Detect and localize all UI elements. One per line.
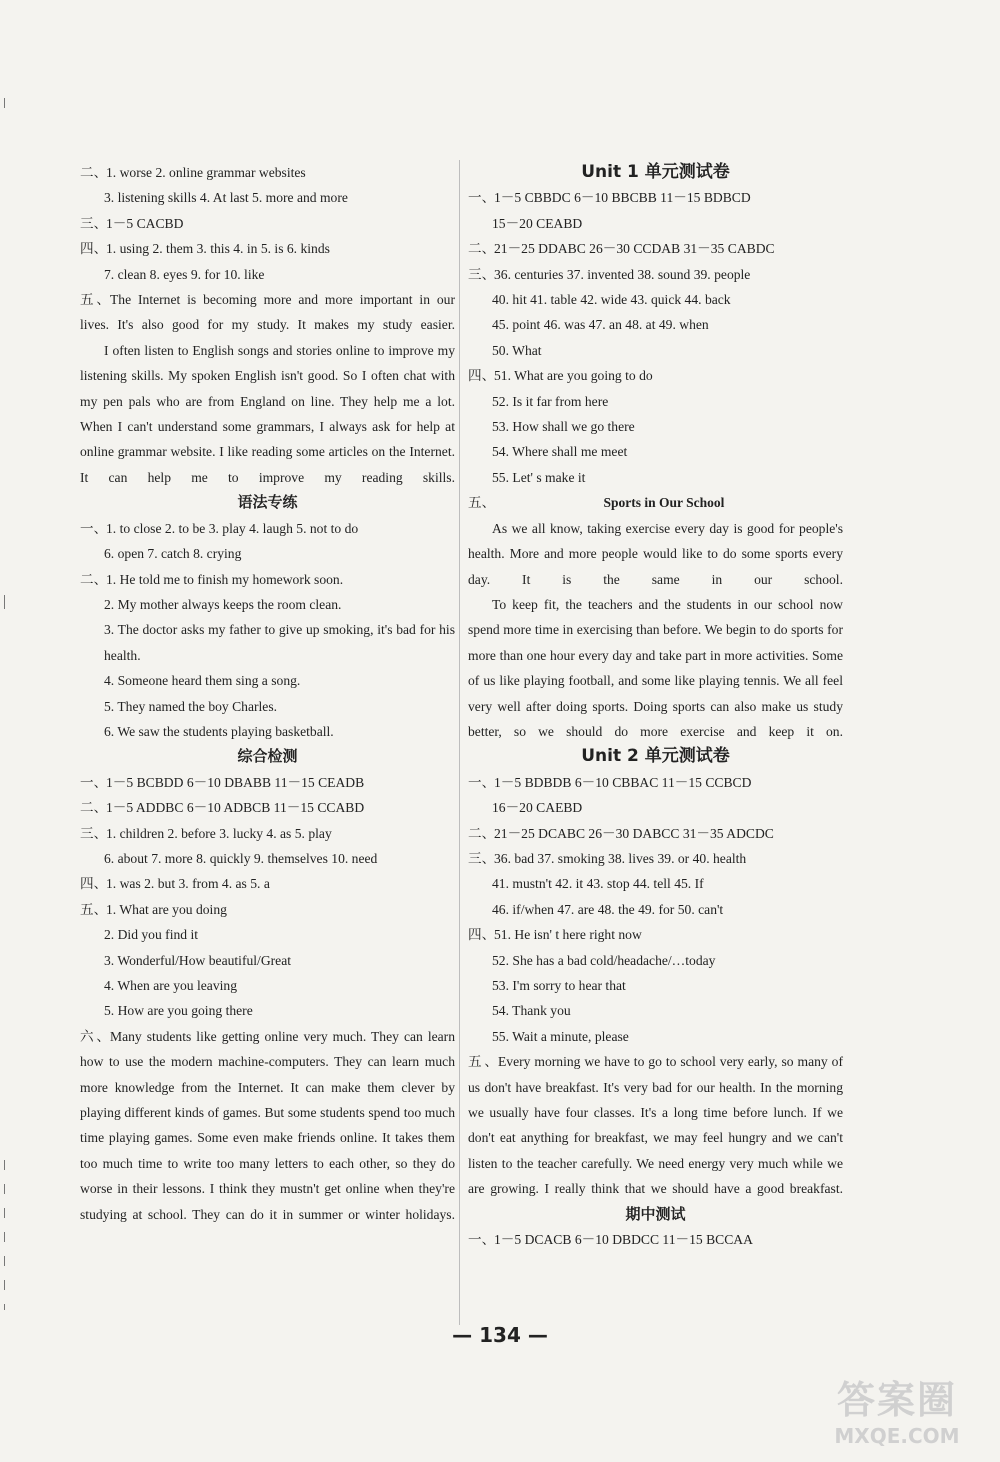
answer-text: 50. What (492, 342, 542, 358)
answer-line (468, 1024, 843, 1049)
answer-text: 45. point 46. was 47. an 48. at 49. when (492, 317, 709, 333)
answer-text: 36. centuries 37. invented 38. sound 39. people (494, 266, 751, 282)
answer-line (80, 211, 455, 236)
answer-text: 1－5 ADDBC 6－10 ADBCB 11－15 CCABD (106, 800, 365, 816)
watermark-text: 答案圈 (836, 1378, 957, 1422)
answer-line (468, 414, 843, 439)
answer-line (80, 160, 455, 185)
answer-text: 21－25 DCABC 26－30 DABCC 31－35 ADCDC (494, 825, 774, 841)
answer-text: 15－20 CEABD (492, 215, 583, 231)
answer-text: 1－5 BCBDD 6－10 DBABB 11－15 CEADB (106, 774, 365, 790)
answer-text: 40. hit 41. table 42. wide 43. quick 44. back (492, 292, 731, 308)
answer-line (468, 262, 843, 287)
answer-text: 2. My mother always keeps the room clean. (104, 596, 342, 612)
answer-line (80, 897, 455, 922)
answer-text: 3. listening skills 4. At last 5. more and more (104, 190, 348, 206)
answer-text: 55. Wait a minute, please (492, 1028, 629, 1044)
answer-text: 36. bad 37. smoking 38. lives 39. or 40. health (494, 850, 747, 866)
answer-line (468, 236, 843, 261)
question-label: 二、 (80, 165, 108, 180)
question-label: 三、 (468, 850, 496, 866)
binding-mark (4, 98, 5, 108)
answer-line (468, 439, 843, 464)
essay-title-line (468, 490, 843, 515)
answer-text: 53. I'm sorry to hear that (492, 978, 626, 993)
answer-line (80, 770, 455, 795)
answer-text: 52. She has a bad cold/headache/…today (492, 952, 716, 968)
answer-line (468, 389, 843, 414)
answer-text: 1. was 2. but 3. from 4. as 5. a (106, 876, 270, 892)
answer-line (80, 185, 455, 210)
question-label: 一、 (468, 774, 496, 790)
question-label: 二、 (80, 800, 108, 816)
binding-mark (4, 1160, 5, 1310)
answer-line (468, 185, 843, 210)
question-label: 三、 (80, 215, 108, 231)
answer-line (80, 236, 455, 261)
question-label: 五、 (468, 495, 496, 511)
paragraph-text: The Internet is becoming more and more important in our lives. It's also good for my study. It makes my study easier. (80, 292, 455, 333)
answer-line (80, 719, 455, 744)
question-label: 四、 (80, 241, 108, 257)
answer-line (468, 871, 843, 896)
answer-text: 1. using 2. them 3. this 4. in 5. is 6. kinds (106, 241, 330, 257)
answer-line (80, 516, 455, 541)
answer-paragraph (80, 617, 455, 668)
answer-text: 5. They named the boy Charles. (104, 698, 278, 714)
question-label: 一、 (468, 1232, 496, 1248)
binding-mark (4, 595, 5, 609)
paragraph-text: As we all know, taking exercise every day is good for people's health. More and more people would like to do some sports every day. It is the same in our school. (468, 520, 843, 587)
answer-text: 41. mustn't 42. it 43. stop 44. tell 45. If (492, 876, 704, 892)
answer-text: 1. children 2. before 3. lucky 4. as 5. play (106, 825, 332, 841)
answer-text: 1－5 BDBDB 6－10 CBBAC 11－15 CCBCD (494, 774, 752, 790)
answer-text: 1－5 CBBDC 6－10 BBCBB 11－15 BDBCD (494, 190, 751, 206)
answer-line (468, 338, 843, 363)
answer-line (468, 312, 843, 337)
answer-line (80, 592, 455, 617)
answer-paragraph (80, 1024, 455, 1227)
question-label: 一、 (468, 190, 496, 206)
answer-line (80, 998, 455, 1023)
answer-line (468, 973, 843, 998)
paragraph-text: 3. The doctor asks my father to give up smoking, it's bad for his health. (104, 622, 455, 663)
answer-text: 54. Where shall me meet (492, 444, 628, 460)
paragraph-text: Every morning we have to go to school very early, so many of us don't have breakfast. It's very bad for our health. In the morning we usually have four classes. It's a long time before lunch. If we don't eat anything for breakfast, we may feel hungry and we can't listen to the teacher carefully. We need energy very much while we are growing. I really think that we should have a good breakfast. (468, 1054, 843, 1197)
answer-line (468, 922, 843, 947)
answer-paragraph (468, 1049, 843, 1201)
answer-text: 1. He told me to finish my homework soon. (106, 571, 344, 587)
answer-text: 5. How are you going there (104, 1003, 253, 1019)
answer-text: 21－25 DDABC 26－30 CCDAB 31－35 CABDC (494, 241, 775, 257)
answer-text: 52. Is it far from here (492, 393, 609, 409)
answer-text: 1. What are you doing (106, 901, 227, 917)
answer-line (80, 948, 455, 973)
question-label: 四、 (468, 927, 496, 943)
watermark-url: MXQE.COM (834, 1424, 960, 1448)
section-heading: 综合检测 (237, 747, 298, 766)
question-label: 五、 (80, 901, 108, 917)
paragraph-text: Many students like getting online very much. They can learn how to use the modern machine-computers. They can learn much more knowledge from the Internet. It can make them clever by playing different kinds of games. But some students spend too much time playing games. Some even make friends online. It takes them too much time to write too many letters to each other, so they do worse in their lessons. I think they mustn't get online when they're studying at school. They can do it in summer or winter holidays. (80, 1028, 455, 1222)
answer-line (80, 567, 455, 592)
answer-text: 51. What are you going to do (494, 368, 653, 384)
section-heading: Unit 2 单元测试卷 (581, 746, 730, 767)
answer-line (468, 363, 843, 388)
answer-text: 46. if/when 47. are 48. the 49. for 50. can't (492, 901, 724, 917)
question-label: 四、 (80, 876, 108, 892)
answer-text: 1. worse 2. online grammar websites (106, 165, 306, 180)
paragraph-text: To keep fit, the teachers and the students in our school now spend more time in exercising than before. We begin to do sports for more than one hour every day and take part in more activities. Some of us like playing football, and some like playing tennis. We all feel very well after doing sports. Doing sports can also make us study better, so we should do more exercise and keep it on. (468, 596, 843, 739)
column-divider (459, 160, 460, 1325)
question-label: 五、 (80, 292, 110, 308)
section-heading: 期中测试 (625, 1204, 686, 1223)
answer-line (80, 973, 455, 998)
answer-line (80, 871, 455, 896)
section-heading: 语法专练 (237, 493, 298, 512)
question-label: 三、 (80, 825, 108, 841)
question-label: 六、 (80, 1028, 110, 1044)
question-label: 一、 (80, 774, 108, 790)
answer-line (468, 897, 843, 922)
answer-text: 1－5 DCACB 6－10 DBDCC 11－15 BCCAA (494, 1232, 753, 1248)
left-column (80, 160, 455, 1227)
answer-text: 4. When are you leaving (104, 978, 237, 993)
answer-text: 51. He isn' t here right now (494, 927, 642, 943)
paragraph-text: I often listen to English songs and stories online to improve my listening skills. My spoken English isn't good. So I often chat with my pen pals who are from England on line. They help me a lot. When I can't understand some grammars, I always ask for help at online grammar website. I like reading some articles on the Internet. It can help me to improve my reading skills. (80, 342, 455, 485)
answer-text: 7. clean 8. eyes 9. for 10. like (104, 266, 265, 282)
answer-line (468, 287, 843, 312)
question-label: 五、 (468, 1054, 498, 1070)
watermark-logo (812, 1369, 982, 1448)
answer-line (468, 795, 843, 820)
answer-line (468, 211, 843, 236)
answer-line (468, 1227, 843, 1252)
question-label: 二、 (80, 571, 108, 587)
question-label: 二、 (468, 825, 496, 841)
answer-line (468, 821, 843, 846)
question-label: 三、 (468, 266, 496, 282)
answer-text: 6. open 7. catch 8. crying (104, 546, 242, 562)
answer-paragraph (80, 338, 455, 490)
answer-text: 53. How shall we go there (492, 419, 635, 435)
answer-text: 16－20 CAEBD (492, 800, 583, 816)
answer-line (468, 846, 843, 871)
answer-text: 3. Wonderful/How beautiful/Great (104, 952, 292, 968)
answer-line (80, 694, 455, 719)
answer-line (80, 846, 455, 871)
essay-title: Sports in Our School (603, 495, 725, 511)
section-heading: Unit 1 单元测试卷 (581, 162, 730, 182)
answer-paragraph (468, 516, 843, 592)
answer-line (468, 998, 843, 1023)
answer-text: 4. Someone heard them sing a song. (104, 673, 301, 689)
answer-text: 6. We saw the students playing basketball. (104, 723, 334, 739)
answer-text: 2. Did you find it (104, 927, 199, 943)
answer-paragraph (80, 287, 455, 338)
question-label: 一、 (80, 520, 108, 536)
page-number: — 134 — (452, 1323, 548, 1347)
answer-text: 55. Let' s make it (492, 469, 586, 485)
answer-text: 1. to close 2. to be 3. play 4. laugh 5. not to do (106, 520, 359, 536)
answer-line (468, 465, 843, 490)
question-label: 四、 (468, 368, 496, 384)
answer-line (80, 922, 455, 947)
right-column (468, 160, 843, 1252)
answer-paragraph (468, 592, 843, 744)
answer-line (80, 795, 455, 820)
answer-line (80, 262, 455, 287)
answer-line (80, 821, 455, 846)
answer-text: 6. about 7. more 8. quickly 9. themselves 10. need (104, 850, 378, 866)
question-label: 二、 (468, 241, 496, 257)
answer-text: 1－5 CACBD (106, 215, 184, 231)
answer-text: 54. Thank you (492, 1003, 571, 1019)
answer-line (468, 948, 843, 973)
answer-line (80, 541, 455, 566)
answer-line (468, 770, 843, 795)
answer-line (80, 668, 455, 693)
